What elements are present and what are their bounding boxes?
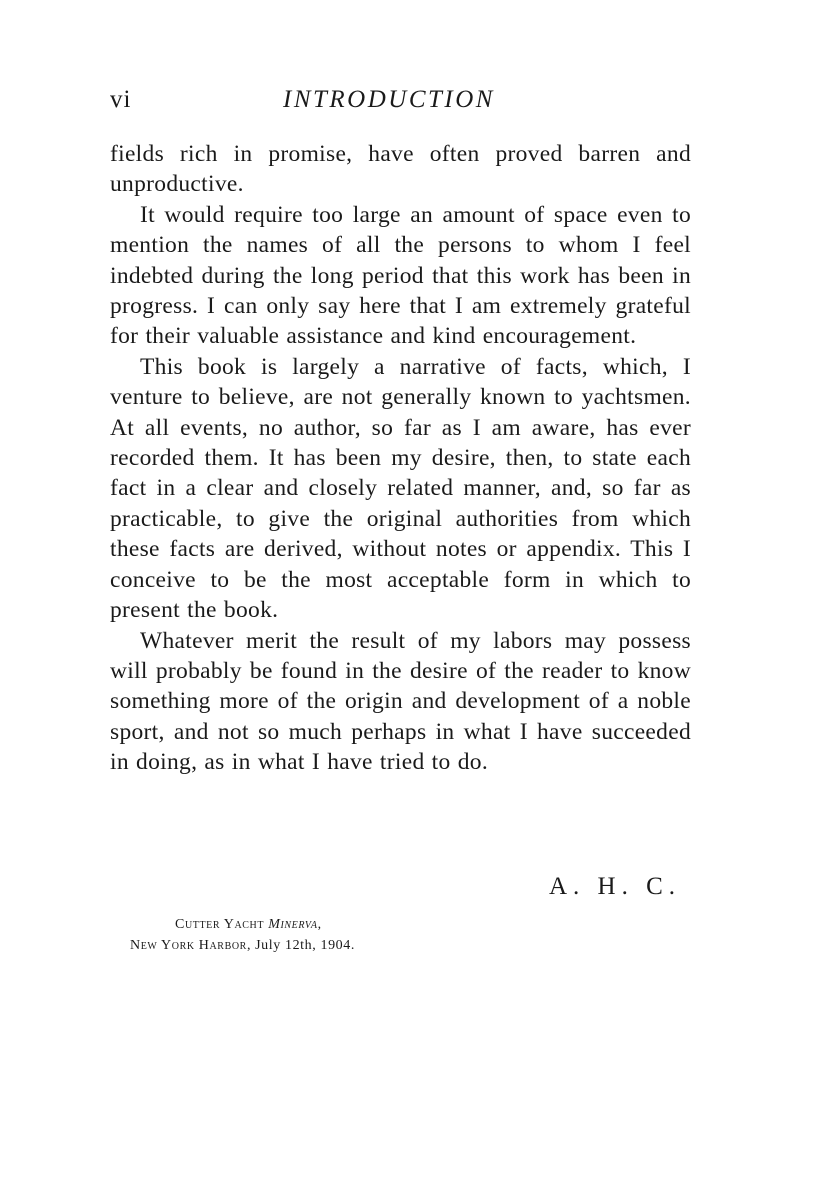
- dateline-vessel: [175, 914, 500, 935]
- paragraph: This book is largely a narrative of facts, which, I venture to believe, are not generally known to yachtsmen. At all events, no author, so far as I am aware, has ever recorded them. It has been my desire, then, to state each fact in a clear and closely related manner, and, so far as practicable, to give the original authorities from which these facts are derived, without notes or appendix. This I conceive to be the most acceptable form in which to present the book.: [110, 353, 691, 624]
- dateline-place: New York Harbor: [130, 938, 247, 953]
- vessel-suffix: ,: [317, 917, 322, 932]
- dateline: [100, 914, 500, 956]
- page-number: vi: [110, 86, 132, 113]
- dateline-place-date: [130, 935, 500, 956]
- page-header: [110, 86, 692, 120]
- vessel-prefix: Cutter Yacht: [175, 917, 265, 932]
- dateline-date: , July 12th, 1904.: [246, 938, 355, 953]
- running-title: INTRODUCTION: [283, 86, 495, 113]
- paragraph: It would require too large an amount of space even to mention the names of all the persons to whom I feel indebted during the long period that this work has been in progress. I can only say here that I am extremely grateful for their valuable assistance and kind encouragement.: [110, 201, 691, 350]
- body-text: [110, 139, 691, 778]
- paragraph-continued: fields rich in promise, have often proved barren and unproductive.: [110, 141, 691, 198]
- author-signature: A. H. C.: [549, 873, 682, 900]
- vessel-name: Minerva: [268, 917, 318, 932]
- paragraph: Whatever merit the result of my labors may possess will probably be found in the desire of the reader to know something more of the origin and development of a noble sport, and not so much perhaps in what I have succeeded in doing, as in what I have tried to do.: [110, 627, 691, 776]
